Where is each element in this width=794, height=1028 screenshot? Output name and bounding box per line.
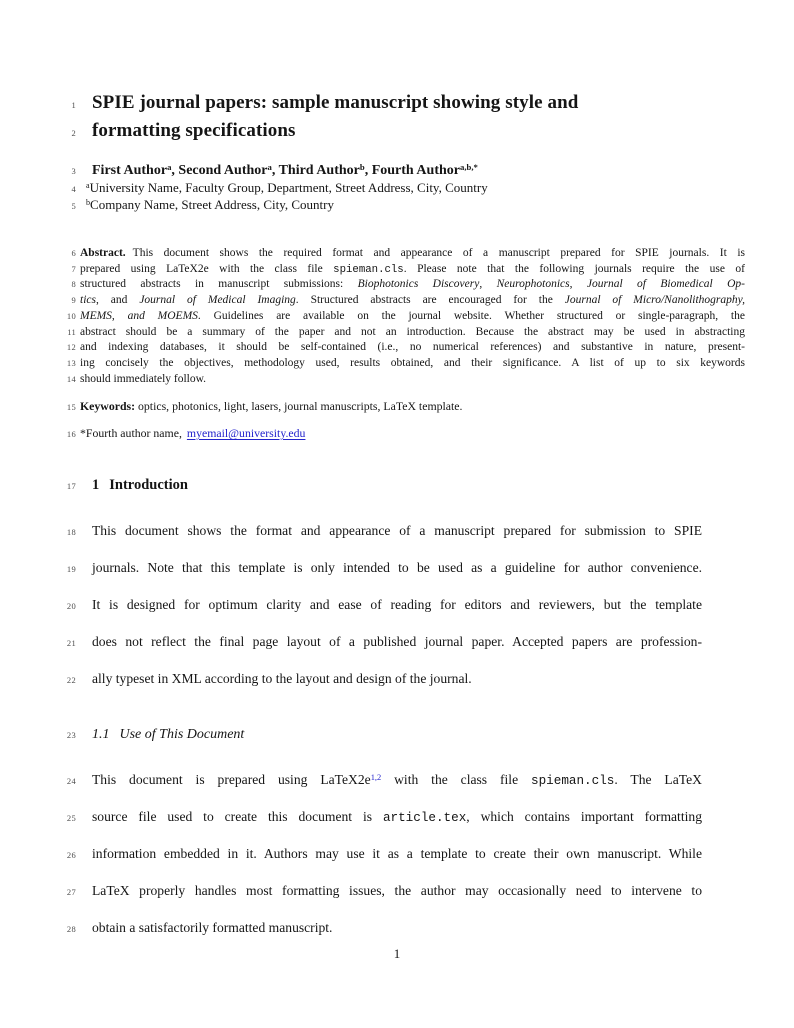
affiliation-name: University Name, Faculty Group, Department, Street Address, City, Country	[89, 180, 488, 195]
line-number: 23	[66, 730, 76, 740]
line-number: 21	[66, 638, 76, 648]
line-number: 3	[71, 166, 76, 176]
usage-paragraph-line	[0, 846, 702, 862]
intro-paragraph-line	[0, 523, 702, 539]
line-number: 6	[71, 248, 76, 258]
line-number: 13	[66, 358, 76, 368]
paper-title-text: formatting specifications	[92, 120, 296, 141]
abstract-body-text: . Please note that the following journals require the use of	[403, 263, 745, 275]
body-text	[92, 772, 702, 789]
intro-paragraph-line	[0, 634, 702, 650]
abstract-text: should immediately follow.	[80, 373, 207, 385]
citation-link[interactable]: 1,2	[370, 772, 382, 783]
author-names	[92, 163, 478, 179]
body-text: ally typeset in XML according to the layout and design of the journal.	[92, 671, 472, 686]
abstract-text: and indexing databases, it should be self-contained (i.e., no numerical references) and substantive in nature, present-	[80, 341, 745, 353]
intro-paragraph-line	[0, 671, 702, 687]
abstract-label: Abstract.	[80, 247, 126, 259]
abstract-body-text: This document shows the required format and appearance of a manuscript prepared for SPIE journals. It is	[132, 247, 745, 259]
source-file-mono: article.tex	[382, 810, 467, 825]
author-superscript: b	[359, 162, 365, 173]
line-number: 19	[66, 564, 76, 574]
line-number: 10	[66, 311, 76, 321]
abstract-body-text: . Structured abstracts are encouraged for the	[295, 294, 565, 306]
abstract-body-text: , and	[95, 294, 140, 306]
author-name: , Third Author	[271, 163, 360, 178]
author-name: First Author	[92, 163, 168, 178]
usage-paragraph-line	[0, 883, 702, 899]
body-text	[92, 809, 702, 826]
line-number: 4	[71, 184, 76, 194]
section-1-heading	[0, 477, 188, 494]
body-text: journals. Note that this template is only intended to be used as a guideline for author convenience.	[92, 560, 702, 575]
abstract-body-text: ,	[479, 278, 497, 290]
email-link[interactable]: myemail@university.edu	[186, 426, 306, 440]
line-number: 1	[71, 100, 76, 110]
abstract-text	[80, 310, 745, 323]
paper-title-text: SPIE journal papers: sample manuscript showing style and	[92, 92, 579, 113]
body-segment: . The LaTeX	[614, 772, 702, 787]
abstract-body-text: structured abstracts in manuscript submissions:	[80, 278, 358, 290]
line-number: 14	[66, 374, 76, 384]
intro-paragraph-line	[0, 560, 702, 576]
usage-paragraph-line	[0, 772, 702, 789]
class-file-mono: spieman.cls	[531, 773, 615, 788]
correspondence-line	[0, 427, 305, 441]
author-superscript: a	[167, 162, 172, 173]
line-number: 12	[66, 342, 76, 352]
title-line-2	[0, 120, 296, 142]
body-text: This document shows the format and appearance of a manuscript prepared for submission to SPIE	[92, 523, 702, 538]
journal-name-italic: Journal of Medical Imaging	[139, 294, 296, 306]
keywords-text	[80, 400, 463, 414]
section-number: 1	[92, 477, 100, 493]
keywords-label: Keywords:	[80, 399, 136, 413]
line-number: 18	[66, 527, 76, 537]
line-number: 8	[71, 279, 76, 289]
title-line-1	[0, 92, 578, 114]
correspondence-note: *Fourth author name,	[80, 426, 182, 440]
journal-name-italic: Journal of Biomedical Op-	[586, 278, 746, 290]
abstract-line	[0, 247, 745, 260]
affiliation-text	[86, 198, 334, 213]
body-text: does not reflect the final page layout of a published journal paper. Accepted papers are profession-	[92, 634, 702, 649]
body-text: obtain a satisfactorily formatted manuscript.	[92, 920, 333, 935]
abstract-line	[0, 278, 745, 291]
correspondence-text	[80, 427, 305, 441]
section-heading-text	[92, 477, 188, 494]
body-text: It is designed for optimum clarity and ease of reading for editors and reviewers, but the template	[92, 597, 702, 612]
abstract-body-text: . Guidelines are available on the journal website. Whether structured or single-paragraph, the	[197, 310, 745, 322]
author-line	[0, 163, 478, 179]
affiliation-text	[86, 181, 488, 196]
body-segment: This document is prepared using LaTeX2e	[92, 772, 371, 787]
abstract-text: abstract should be a summary of the paper and not an introduction. Because the abstract may be used in abstracting	[80, 326, 745, 338]
line-number: 5	[71, 201, 76, 211]
body-segment: source file used to create this document is	[92, 809, 383, 824]
line-number: 27	[66, 887, 76, 897]
journal-name-italic: Biophotonics Discovery	[357, 278, 480, 290]
line-number: 17	[66, 481, 76, 491]
journal-name-italic: tics	[80, 294, 96, 306]
abstract-body-text: prepared using LaTeX2e with the class file	[80, 263, 334, 275]
author-superscript: a	[267, 162, 272, 173]
author-superscript: a,b,*	[460, 162, 478, 173]
abstract-line	[0, 373, 745, 386]
subsection-heading-text	[92, 727, 244, 743]
body-segment: , which contains important formatting	[466, 809, 702, 824]
journal-name-italic: Neurophotonics	[496, 278, 570, 290]
affiliation-line-a	[0, 181, 488, 196]
abstract-text	[80, 247, 745, 260]
line-number: 20	[66, 601, 76, 611]
section-title: Introduction	[109, 477, 188, 493]
author-name: , Fourth Author	[364, 163, 460, 178]
line-number: 7	[71, 264, 76, 274]
abstract-text	[80, 278, 745, 291]
affiliation-name: Company Name, Street Address, City, Country	[90, 197, 334, 212]
subsection-1-1-heading	[0, 727, 244, 743]
subsection-title: Use of This Document	[119, 727, 245, 742]
abstract-body-text: ,	[569, 278, 587, 290]
journal-name-italic: MEMS, and MOEMS	[80, 310, 198, 322]
abstract-text: ing concisely the objectives, methodology used, results obtained, and their significance. A list of up to six keywords	[80, 357, 745, 369]
abstract-line	[0, 341, 745, 354]
page-number-text: 1	[393, 946, 401, 961]
line-number: 15	[66, 402, 76, 412]
line-number: 11	[67, 327, 76, 337]
page-number	[0, 946, 794, 962]
line-number: 2	[71, 128, 76, 138]
affiliation-line-b	[0, 198, 334, 213]
line-number: 26	[66, 850, 76, 860]
abstract-text	[80, 294, 745, 307]
body-segment: with the class file	[381, 772, 532, 787]
line-number: 24	[66, 776, 76, 786]
usage-paragraph-line	[0, 920, 702, 936]
abstract-line	[0, 263, 745, 276]
class-file-mono: spieman.cls	[333, 264, 404, 276]
body-text: LaTeX properly handles most formatting issues, the author may occasionally need to intervene to	[92, 883, 702, 898]
keywords-line	[0, 400, 463, 414]
line-number: 16	[66, 429, 76, 439]
abstract-line	[0, 326, 745, 339]
body-text: information embedded in it. Authors may use it as a template to create their own manuscript. While	[92, 846, 702, 861]
line-number: 25	[66, 813, 76, 823]
line-number: 22	[66, 675, 76, 685]
journal-name-italic: Journal of Micro/Nanolithography,	[564, 294, 745, 306]
subsection-number: 1.1	[92, 727, 110, 742]
line-number: 28	[66, 924, 76, 934]
abstract-line	[0, 294, 745, 307]
intro-paragraph-line	[0, 597, 702, 613]
abstract-line	[0, 310, 745, 323]
keywords-list: optics, photonics, light, lasers, journal manuscripts, LaTeX template.	[135, 399, 463, 413]
line-number: 9	[71, 295, 76, 305]
affiliation-superscript: a	[86, 181, 90, 191]
usage-paragraph-line	[0, 809, 702, 826]
abstract-line	[0, 357, 745, 370]
author-name: , Second Author	[171, 163, 268, 178]
affiliation-superscript: b	[86, 198, 91, 208]
abstract-text	[80, 263, 745, 276]
